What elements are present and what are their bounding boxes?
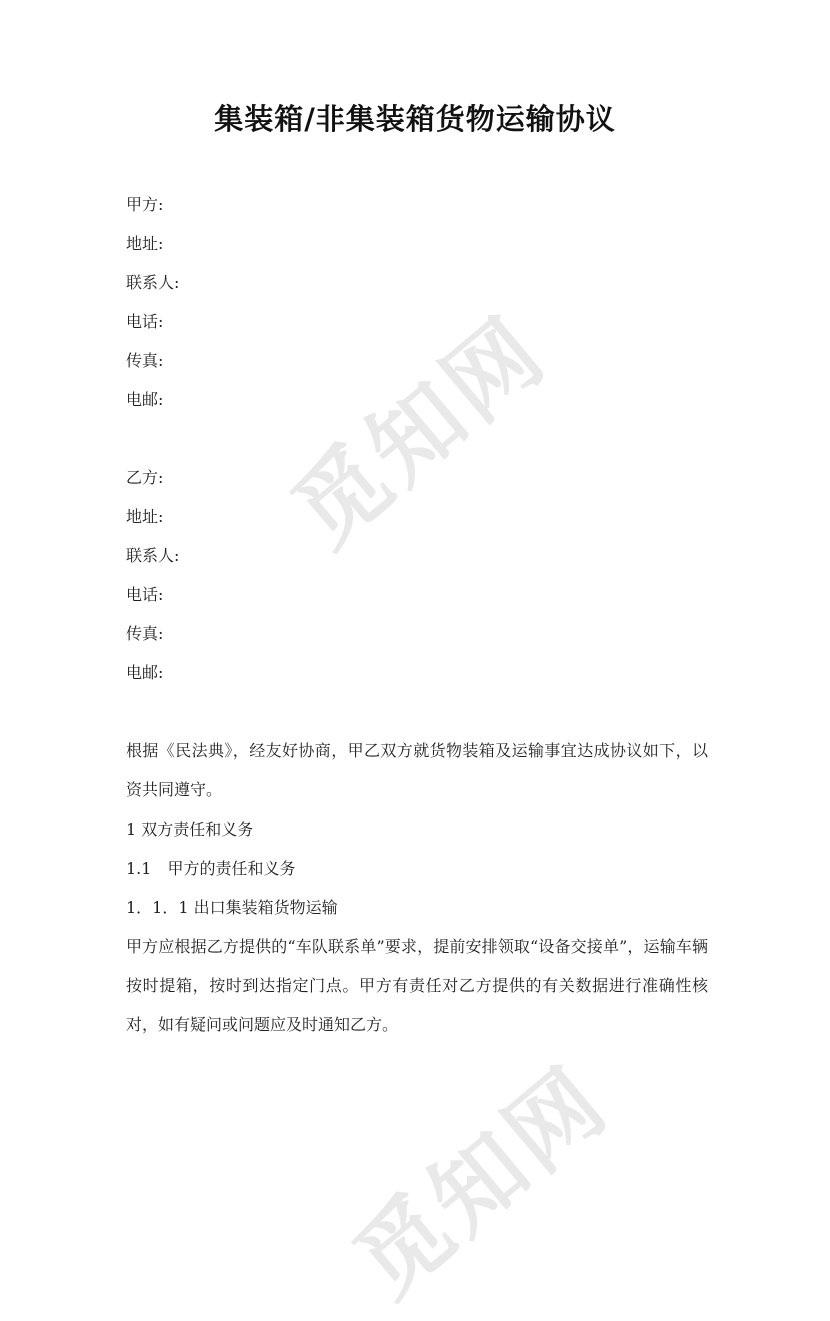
section-1-1-heading: 1.1 甲方的责任和义务 bbox=[126, 859, 296, 878]
party-b-contact: 联系人: bbox=[126, 546, 180, 565]
party-a-label: 甲方: bbox=[126, 195, 164, 214]
intro-paragraph: 根据《民法典》，经友好协商，甲乙双方就货物装箱及运输事宜达成协议如下，以资共同遵守。 bbox=[126, 741, 708, 799]
watermark-bottom: 觅知网 bbox=[334, 1046, 629, 1318]
party-b-fax: 传真: bbox=[126, 624, 164, 643]
party-a-fax: 传真: bbox=[126, 351, 164, 370]
party-a-phone: 电话: bbox=[126, 312, 164, 331]
party-a-address: 地址: bbox=[126, 234, 164, 253]
watermark: 觅知网 bbox=[272, 296, 567, 568]
party-b-address: 地址: bbox=[126, 507, 164, 526]
clause-paragraph: 甲方应根据乙方提供的“车队联系单”要求，提前安排领取“设备交接单”，运输车辆按时提箱，按时到达指定门点。甲方有责任对乙方提供的有关数据进行准确性核对，如有疑问或问题应及时通知乙方。 bbox=[126, 937, 708, 1034]
document-title: 集装箱/非集装箱货物运输协议 bbox=[214, 102, 616, 136]
party-b-label: 乙方: bbox=[126, 468, 164, 487]
party-a-contact: 联系人: bbox=[126, 273, 180, 292]
section-1-heading: 1 双方责任和义务 bbox=[126, 820, 254, 839]
section-1-1-1-heading: 1．1．1 出口集装箱货物运输 bbox=[126, 898, 338, 917]
party-a-email: 电邮: bbox=[126, 390, 164, 409]
party-b-email: 电邮: bbox=[126, 663, 164, 682]
party-b-phone: 电话: bbox=[126, 585, 164, 604]
